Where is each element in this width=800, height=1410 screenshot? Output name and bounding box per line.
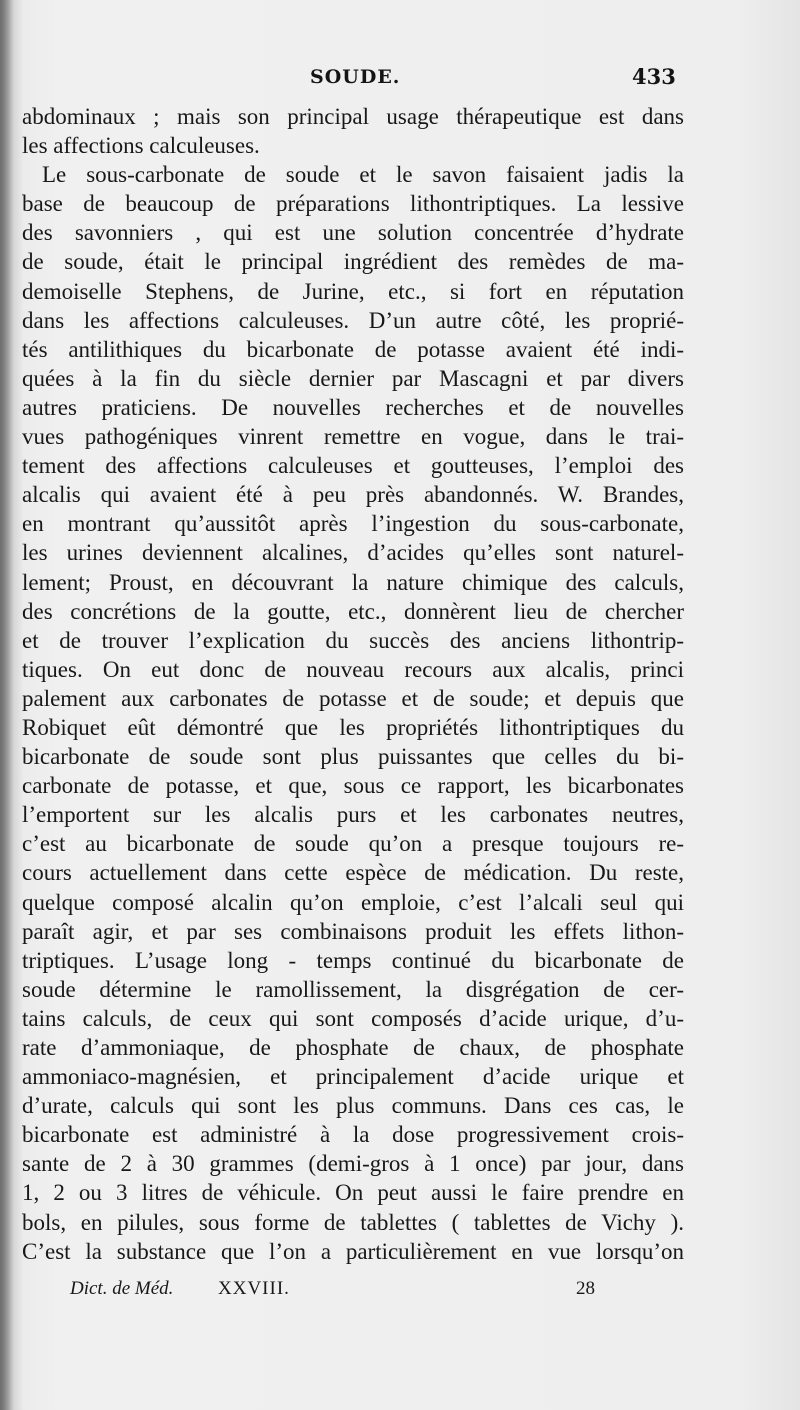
text-line: de soude, était le principal ingrédient des remèdes de ma- [22,249,684,275]
text-line: dans les affections calculeuses. D’un autre côté, les proprié- [22,307,684,333]
text-line: alcalis qui avaient été à peu près abandonnés. W. Brandes, [22,482,684,508]
text-line: quées à la fin du siècle dernier par Mascagni et par divers [22,365,684,391]
text-line: en montrant qu’aussitôt après l’ingestion du sous-carbonate, [22,511,684,537]
text-line: demoiselle Stephens, de Jurine, etc., si fort en réputation [22,278,684,304]
signature-title: Dict. de Méd. [70,1278,174,1299]
text-line: tés antilithiques du bicarbonate de potasse avaient été indi- [22,336,684,362]
text-line: carbonate de potasse, et que, sous ce rapport, les bicarbonates [22,773,684,799]
text-line: des savonniers , qui est une solution concentrée d’hydrate [22,220,684,246]
text-line: tains calculs, de ceux qui sont composés d’acide urique, d’u- [22,1005,684,1031]
text-line: quelque composé alcalin qu’on emploie, c’est l’alcali seul qui [22,889,684,915]
text-line: autres praticiens. De nouvelles recherches et de nouvelles [22,394,684,420]
text-line: les affections calculeuses. [22,133,260,159]
text-line: base de beaucoup de préparations lithontriptiques. La lessive [22,191,684,217]
text-line: tement des affections calculeuses et goutteuses, l’emploi des [22,453,684,479]
text-line: paraît agir, et par ses combinaisons produit les effets lithon- [22,918,684,944]
page-footer [0,1278,800,1308]
text-line: C’est la substance que l’on a particulièrement en vue lorsqu’on [22,1238,684,1264]
text-line: d’urate, calculs qui sont les plus communs. Dans ces cas, le [22,1093,684,1119]
text-line: les urines deviennent alcalines, d’acides qu’elles sont naturel- [22,540,684,566]
text-line: bicarbonate est administré à la dose progressivement crois- [22,1122,684,1148]
text-line: ammoniaco-magnésien, et principalement d’acide urique et [22,1064,684,1090]
page-header [0,66,800,100]
text-line: cours actuellement dans cette espèce de médication. Du reste, [22,860,684,886]
text-line: lement; Proust, en découvrant la nature chimique des calculs, [22,569,684,595]
text-line: sante de 2 à 30 grammes (demi-gros à 1 once) par jour, dans [22,1151,684,1177]
text-line: palement aux carbonates de potasse et de soude; et depuis que [22,685,684,711]
text-line: c’est au bicarbonate de soude qu’on a presque toujours re- [22,831,684,857]
text-line: bols, en pilules, sous forme de tablettes ( tablettes de Vichy ). [22,1209,684,1235]
signature-number: 28 [576,1278,595,1299]
running-head: SOUDE. [310,66,401,88]
text-line: rate d’ammoniaque, de phosphate de chaux, de phosphate [22,1035,684,1060]
text-line: l’emportent sur les alcalis purs et les carbonates neutres, [22,802,684,828]
text-line: et de trouver l’explication du succès des anciens lithontrip- [22,627,684,653]
text-line: tiques. On eut donc de nouveau recours aux alcalis, princi [22,656,684,682]
binding-gutter-shadow [0,0,14,1410]
text-line: vues pathogéniques vinrent remettre en vogue, dans le trai- [22,424,684,450]
text-line: bicarbonate de soude sont plus puissantes que celles du bi- [22,744,684,770]
page-number: 433 [632,64,676,89]
text-line: Robiquet eût démontré que les propriétés lithontriptiques du [22,714,684,740]
text-line: Le sous-carbonate de soude et le savon faisaient jadis la [42,162,684,188]
text-line: 1, 2 ou 3 litres de véhicule. On peut aussi le faire prendre en [22,1180,684,1206]
text-line: des concrétions de la goutte, etc., donnèrent lieu de chercher [22,598,684,624]
signature-volume: XXVIII. [218,1278,290,1299]
text-line: triptiques. L’usage long - temps continué du bicarbonate de [22,947,684,973]
text-line: abdominaux ; mais son principal usage thérapeutique est dans [22,104,684,129]
body-text [22,102,684,1266]
text-line: soude détermine le ramollissement, la disgrégation de cer- [22,976,684,1002]
